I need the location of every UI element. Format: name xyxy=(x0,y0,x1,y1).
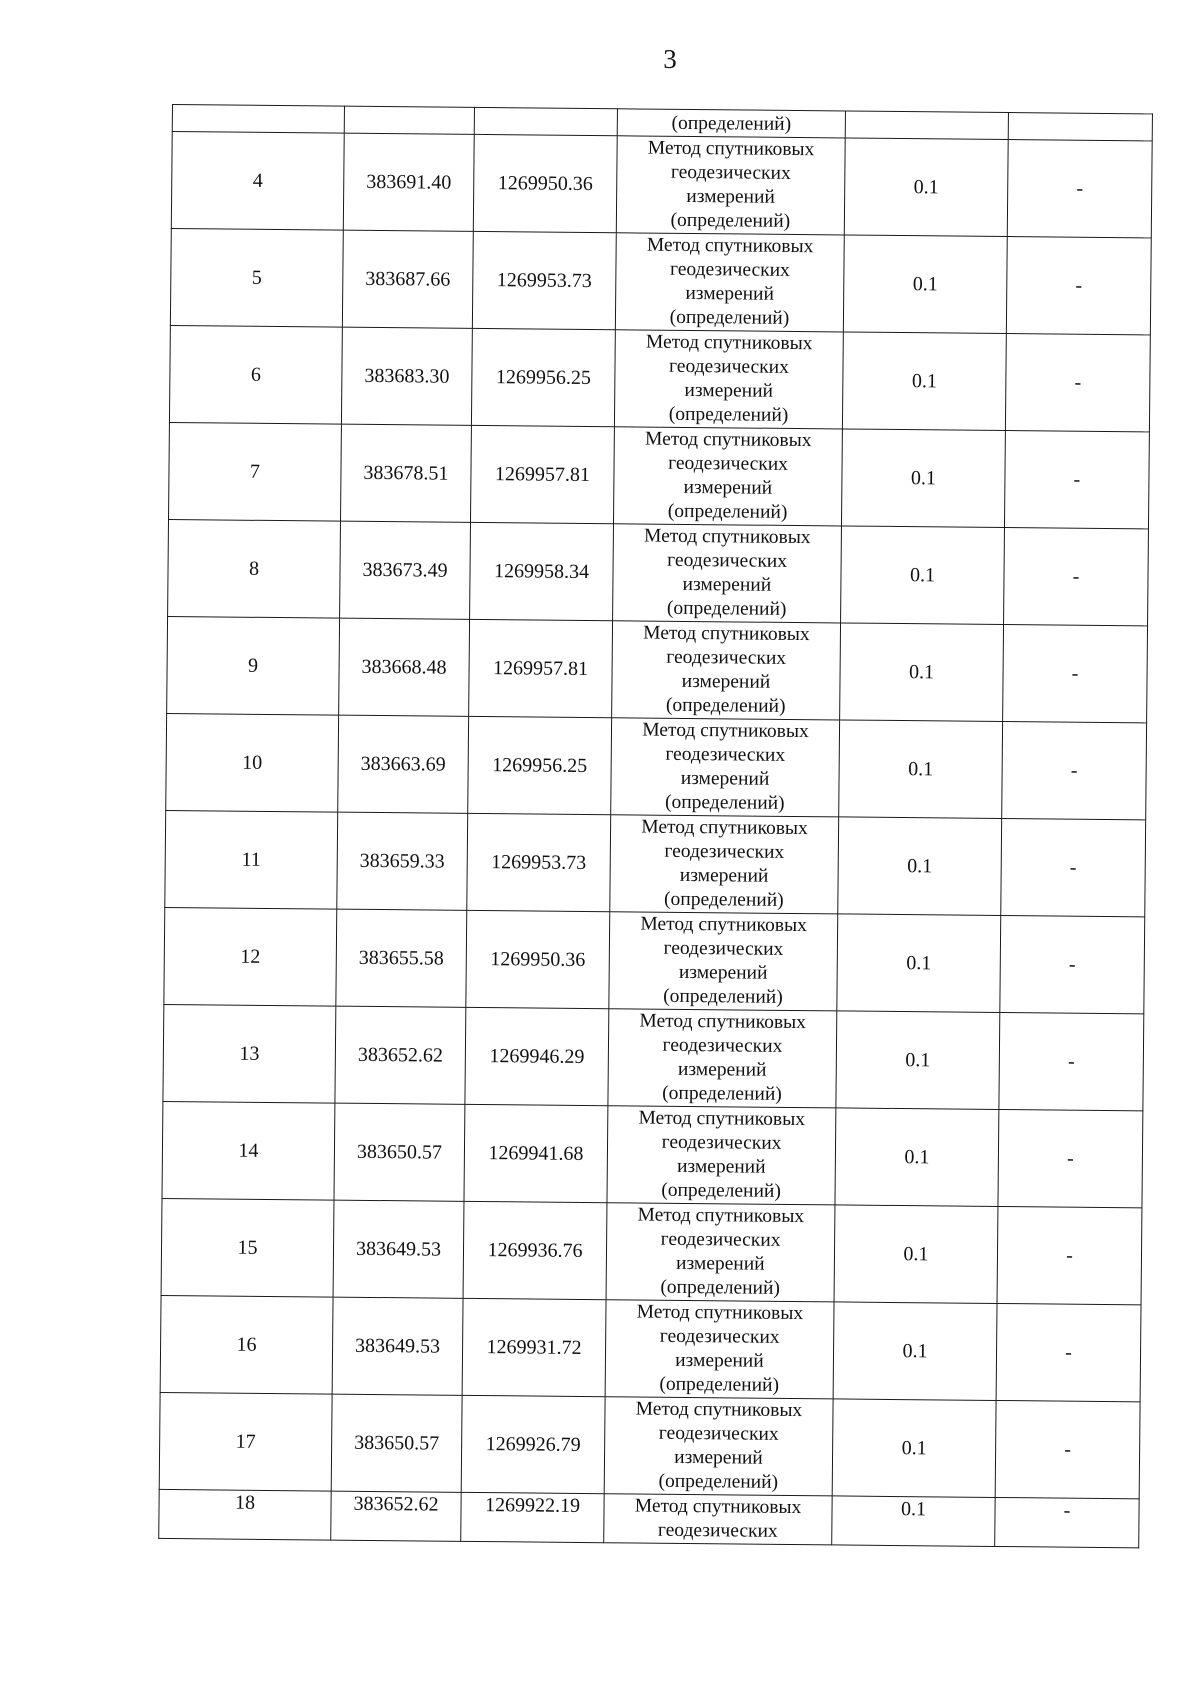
page-number: 3 xyxy=(663,44,677,74)
table-row xyxy=(161,1198,1142,1304)
cell-x: 383659.33 xyxy=(337,812,468,910)
method-line: геодезических xyxy=(660,1228,781,1251)
cell-accuracy xyxy=(845,111,1008,140)
cell-accuracy: 0.1 xyxy=(833,1302,997,1401)
cell-point-number xyxy=(172,105,344,134)
cell-y: 1269957.81 xyxy=(469,619,613,717)
cell-accuracy: 0.1 xyxy=(839,720,1003,819)
cell-note: - xyxy=(1002,722,1147,820)
cell-accuracy: 0.1 xyxy=(837,914,1001,1013)
cell-method xyxy=(613,427,842,526)
method-line: геодезических xyxy=(657,1519,778,1542)
cell-note: - xyxy=(1005,334,1150,432)
method-line: (определений) xyxy=(660,1276,781,1299)
cell-x: 383649.53 xyxy=(333,1200,464,1298)
method-line: (определений) xyxy=(659,1373,780,1396)
cell-method xyxy=(608,1009,837,1108)
method-line: измерений xyxy=(675,1252,765,1275)
table-row xyxy=(169,325,1150,431)
cell-note: - xyxy=(1004,431,1149,529)
cell-method xyxy=(615,233,844,332)
method-line: (определений) xyxy=(664,791,785,814)
method-line: измерений xyxy=(680,767,770,790)
method-line: измерений xyxy=(677,1058,767,1081)
cell-x: 383691.40 xyxy=(343,133,474,231)
cell-point-number: 15 xyxy=(161,1198,334,1297)
cell-x: 383655.58 xyxy=(336,909,467,1007)
table-body xyxy=(159,105,1153,1548)
cell-x: 383652.62 xyxy=(331,1491,461,1541)
method-line: геодезических xyxy=(668,355,790,378)
cell-note: - xyxy=(995,1497,1139,1547)
cell-note: - xyxy=(997,1206,1142,1304)
method-line: измерений xyxy=(675,1349,764,1372)
method-line: Метод спутниковых xyxy=(638,1107,806,1131)
method-line: Метод спутниковых xyxy=(637,1204,805,1228)
cell-x: 383673.49 xyxy=(340,521,471,619)
cell-method xyxy=(609,912,838,1011)
method-line: геодезических xyxy=(665,743,786,766)
cell-x xyxy=(344,106,474,134)
table-row xyxy=(167,616,1148,722)
method-line: геодезических xyxy=(661,1131,782,1154)
cell-x: 383678.51 xyxy=(341,424,472,522)
method-line: (определений) xyxy=(669,306,790,329)
cell-x: 383652.62 xyxy=(335,1006,466,1104)
method-line: геодезических xyxy=(659,1325,780,1348)
method-line: измерений xyxy=(682,573,772,596)
cell-point-number: 17 xyxy=(159,1392,332,1491)
method-line: Метод спутниковых xyxy=(635,1398,803,1422)
cell-point-number: 12 xyxy=(164,907,337,1006)
method-line: геодезических xyxy=(658,1422,779,1445)
method-line: (определений) xyxy=(667,500,788,523)
cell-accuracy: 0.1 xyxy=(841,526,1005,625)
cell-y: 1269931.72 xyxy=(462,1298,606,1396)
cell-method xyxy=(612,621,841,720)
method-line: (определений) xyxy=(663,985,783,1008)
cell-point-number: 9 xyxy=(167,616,340,715)
cell-accuracy: 0.1 xyxy=(835,1108,999,1207)
cell-note: - xyxy=(995,1400,1140,1498)
cell-accuracy: 0.1 xyxy=(832,1496,995,1547)
method-line: (определений) xyxy=(668,403,789,426)
method-line: геодезических xyxy=(662,1034,783,1057)
cell-method xyxy=(606,1203,835,1302)
table-row xyxy=(170,228,1151,334)
cell-note: - xyxy=(996,1303,1141,1401)
table-row xyxy=(160,1295,1141,1401)
cell-accuracy: 0.1 xyxy=(841,429,1005,528)
cell-y: 1269956.25 xyxy=(468,716,612,814)
cell-y: 1269922.19 xyxy=(461,1492,604,1542)
cell-x: 383650.57 xyxy=(331,1394,462,1492)
cell-accuracy: 0.1 xyxy=(836,1011,1000,1110)
method-line: Метод спутниковых xyxy=(636,1301,804,1325)
method-line: геодезических xyxy=(666,646,787,669)
method-line: геодезических xyxy=(668,452,789,475)
cell-note: - xyxy=(998,1109,1143,1207)
cell-y xyxy=(474,107,617,135)
cell-accuracy: 0.1 xyxy=(834,1205,998,1304)
cell-x: 383649.53 xyxy=(332,1297,463,1395)
cell-accuracy: 0.1 xyxy=(842,332,1006,431)
cell-y: 1269941.68 xyxy=(464,1104,608,1202)
cell-method xyxy=(605,1300,834,1399)
cell-point-number: 14 xyxy=(162,1101,335,1200)
method-line: (определений) xyxy=(670,209,791,232)
cell-point-number: 18 xyxy=(159,1489,331,1540)
cell-method xyxy=(604,1494,832,1545)
method-line: Метод спутниковых xyxy=(644,525,811,549)
cell-x: 383683.30 xyxy=(341,327,472,425)
table-row xyxy=(162,1101,1143,1207)
method-line: Метод спутниковых xyxy=(642,719,809,743)
cell-note xyxy=(1008,113,1152,141)
method-line: геодезических xyxy=(663,937,784,960)
cell-method xyxy=(610,815,839,914)
cell-y: 1269957.81 xyxy=(470,425,614,523)
cell-point-number: 13 xyxy=(163,1004,336,1103)
method-line: измерений xyxy=(686,185,776,208)
cell-x: 383687.66 xyxy=(342,230,473,328)
cell-method xyxy=(604,1397,833,1496)
cell-note: - xyxy=(1007,140,1152,238)
cell-y: 1269958.34 xyxy=(470,522,614,620)
cell-point-number: 8 xyxy=(168,519,341,618)
cell-note: - xyxy=(1006,237,1151,335)
cell-method xyxy=(613,524,842,623)
cell-y: 1269956.25 xyxy=(471,328,615,426)
cell-x: 383650.57 xyxy=(334,1103,465,1201)
table-row xyxy=(163,1004,1144,1110)
cell-accuracy: 0.1 xyxy=(832,1399,996,1498)
method-line: (определений) xyxy=(666,597,787,620)
table-row xyxy=(164,907,1145,1013)
method-line: измерений xyxy=(676,1155,766,1178)
method-line: (определений) xyxy=(671,112,792,135)
cell-note: - xyxy=(1004,528,1149,626)
cell-point-number: 4 xyxy=(171,132,344,231)
method-line: Метод спутниковых xyxy=(641,816,808,840)
cell-note: - xyxy=(1003,625,1148,723)
method-line: (определений) xyxy=(665,694,786,717)
cell-y: 1269946.29 xyxy=(465,1007,609,1105)
cell-point-number: 16 xyxy=(160,1295,333,1394)
table-row xyxy=(168,519,1149,625)
table-row xyxy=(171,132,1152,238)
table-row xyxy=(159,1392,1140,1498)
method-line: Метод спутниковых xyxy=(646,234,814,258)
cell-method xyxy=(616,136,845,235)
cell-accuracy: 0.1 xyxy=(843,235,1007,334)
cell-point-number: 10 xyxy=(166,713,339,812)
method-line: геодезических xyxy=(664,840,785,863)
method-line: измерений xyxy=(679,864,769,887)
cell-x: 383663.69 xyxy=(338,715,469,813)
method-line: измерений xyxy=(674,1446,763,1469)
cell-y: 1269953.73 xyxy=(472,231,616,329)
table-row xyxy=(166,713,1147,819)
cell-y: 1269950.36 xyxy=(466,910,610,1008)
method-line: геодезических xyxy=(670,161,791,184)
method-line: (определений) xyxy=(663,888,784,911)
cell-point-number: 5 xyxy=(170,228,343,327)
cell-method xyxy=(617,109,845,138)
method-line: геодезических xyxy=(667,549,788,572)
method-line: (определений) xyxy=(661,1179,781,1202)
method-line: геодезических xyxy=(669,258,790,281)
cell-note: - xyxy=(1001,818,1146,916)
cell-x: 383668.48 xyxy=(339,618,470,716)
cell-y: 1269950.36 xyxy=(473,134,617,232)
method-line: Метод спутниковых xyxy=(639,1010,807,1034)
cell-point-number: 11 xyxy=(165,810,338,909)
cell-point-number: 6 xyxy=(169,325,342,424)
cell-note: - xyxy=(999,1012,1144,1110)
cell-accuracy: 0.1 xyxy=(838,817,1002,916)
method-line: измерений xyxy=(681,670,771,693)
table-row xyxy=(159,1489,1139,1547)
method-line: измерений xyxy=(684,379,774,402)
cell-note: - xyxy=(1000,915,1145,1013)
cell-method xyxy=(614,330,843,429)
method-line: Метод спутниковых xyxy=(644,428,812,452)
method-line: измерений xyxy=(678,961,768,984)
method-line: (определений) xyxy=(662,1082,782,1105)
cell-method xyxy=(607,1106,836,1205)
method-line: Метод спутниковых xyxy=(640,913,807,937)
method-line: (определений) xyxy=(658,1470,779,1493)
coordinates-table xyxy=(158,104,1153,1548)
cell-accuracy: 0.1 xyxy=(840,623,1004,722)
table-row xyxy=(165,810,1146,916)
cell-method xyxy=(611,718,840,817)
method-line: Метод спутниковых xyxy=(647,137,815,161)
method-line: Метод спутниковых xyxy=(634,1495,802,1519)
method-line: Метод спутниковых xyxy=(645,331,813,355)
method-line: измерений xyxy=(683,476,773,499)
cell-accuracy: 0.1 xyxy=(844,138,1008,237)
method-line: измерений xyxy=(685,282,775,305)
cell-y: 1269926.79 xyxy=(461,1395,605,1493)
cell-y: 1269936.76 xyxy=(463,1201,607,1299)
cell-y: 1269953.73 xyxy=(467,813,611,911)
table-row xyxy=(169,422,1150,528)
method-line: Метод спутниковых xyxy=(643,622,810,646)
cell-point-number: 7 xyxy=(169,422,342,521)
